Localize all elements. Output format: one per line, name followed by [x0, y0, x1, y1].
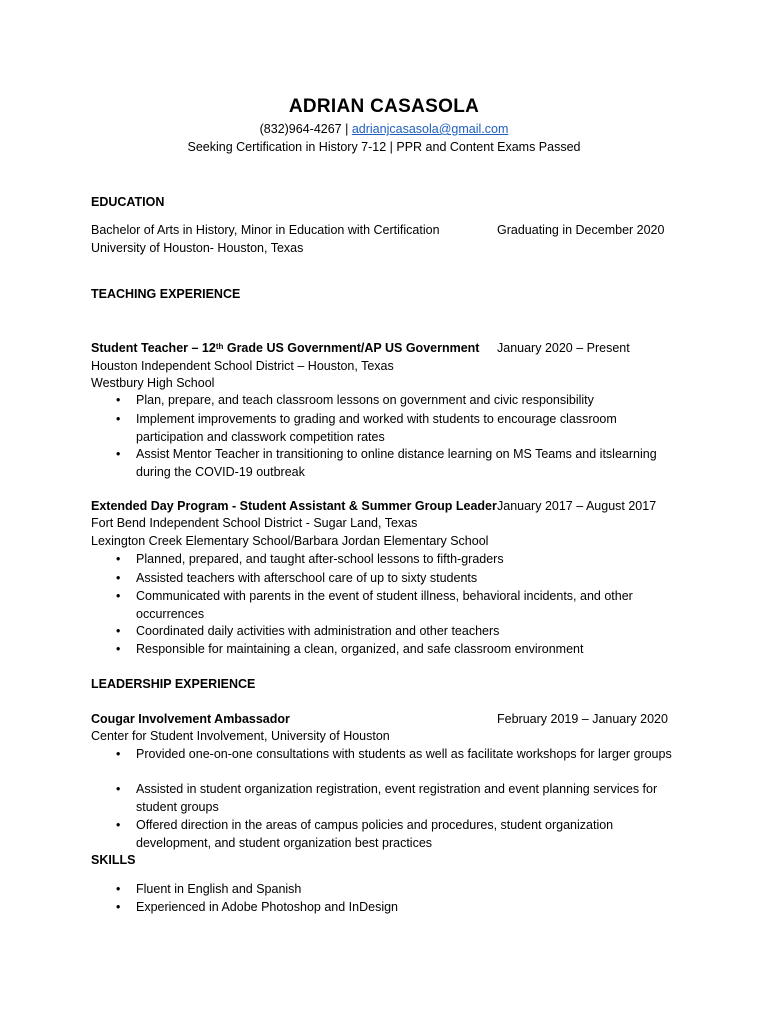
- bullet-marker: •: [116, 624, 121, 638]
- contact-separator: |: [341, 122, 352, 136]
- bullet-marker: •: [116, 447, 121, 461]
- bullet-marker: •: [116, 552, 121, 566]
- skills-bullet-2: Experienced in Adobe Photoshop and InDesign: [136, 900, 398, 914]
- skills-bullet-1: Fluent in English and Spanish: [136, 882, 302, 896]
- job2-bullet-3: Communicated with parents in the event of student illness, behavioral incidents, and other occurrences: [136, 589, 633, 621]
- bullet-marker: •: [116, 393, 121, 407]
- leadership-bullet-2: Assisted in student organization registration, event registration and event planning services for student groups: [136, 782, 658, 814]
- certification-subtitle: Seeking Certification in History 7-12 | PPR and Content Exams Passed: [187, 140, 581, 154]
- leadership-org: Center for Student Involvement, University of Houston: [91, 729, 390, 743]
- job2-bullet-5: Responsible for maintaining a clean, organized, and safe classroom environment: [136, 642, 584, 656]
- job1-org: Houston Independent School District – Houston, Texas: [91, 359, 394, 373]
- bullet-marker: •: [116, 412, 121, 426]
- bullet-marker: •: [116, 747, 121, 761]
- job2-org: Fort Bend Independent School District - Sugar Land, Texas: [91, 516, 418, 530]
- job1-bullet-1: Plan, prepare, and teach classroom lessons on government and civic responsibility: [136, 393, 594, 407]
- education-date: Graduating in December 2020: [497, 223, 665, 237]
- leadership-bullet-3: Offered direction in the areas of campus policies and procedures, student organization development, and student organization best practices: [136, 818, 614, 850]
- applicant-name: ADRIAN CASASOLA: [288, 96, 480, 117]
- skills-heading: SKILLS: [91, 853, 136, 867]
- phone-number: (832)964-4267: [259, 122, 342, 136]
- job2-place: Lexington Creek Elementary School/Barbara Jordan Elementary School: [91, 534, 489, 548]
- job1-place: Westbury High School: [91, 376, 215, 390]
- job2-bullet-2: Assisted teachers with afterschool care of up to sixty students: [136, 571, 478, 585]
- job1-title-pre: Student Teacher – 12: [91, 341, 216, 355]
- education-school: University of Houston- Houston, Texas: [91, 241, 304, 255]
- job1-title-post: Grade US Government/AP US Government: [223, 341, 480, 355]
- education-degree: Bachelor of Arts in History, Minor in Education with Certification: [91, 223, 440, 237]
- education-heading: EDUCATION: [91, 195, 165, 209]
- bullet-marker: •: [116, 900, 121, 914]
- job1-bullet-3: Assist Mentor Teacher in transitioning to online distance learning on MS Teams and itslearning during the COVID-19 outbreak: [136, 447, 657, 479]
- job2-date: January 2017 – August 2017: [497, 499, 657, 513]
- email-link[interactable]: adrianjcasasola@gmail.com: [351, 122, 509, 136]
- leadership-title: Cougar Involvement Ambassador: [91, 712, 290, 726]
- contact-line: [0, 121, 768, 138]
- job2-bullet-4: Coordinated daily activities with administration and other teachers: [136, 624, 500, 638]
- bullet-marker: •: [116, 571, 121, 585]
- bullet-marker: •: [116, 642, 121, 656]
- job2-title: Extended Day Program - Student Assistant & Summer Group Leader: [91, 499, 497, 513]
- job2-bullet-1: Planned, prepared, and taught after-school lessons to fifth-graders: [136, 552, 504, 566]
- job1-title: [91, 340, 479, 357]
- bullet-marker: •: [116, 782, 121, 796]
- bullet-marker: •: [116, 589, 121, 603]
- leadership-heading: LEADERSHIP EXPERIENCE: [91, 677, 256, 691]
- teaching-heading: TEACHING EXPERIENCE: [91, 287, 241, 301]
- leadership-date: February 2019 – January 2020: [497, 712, 668, 726]
- leadership-bullet-1: Provided one-on-one consultations with students as well as facilitate workshops for larger groups: [136, 747, 672, 761]
- bullet-marker: •: [116, 882, 121, 896]
- job1-date: January 2020 – Present: [497, 341, 630, 355]
- job1-title-sup: th: [215, 342, 224, 351]
- bullet-marker: •: [116, 818, 121, 832]
- job1-bullet-2: Implement improvements to grading and worked with students to encourage classroom participation and classwork competition rates: [136, 412, 617, 444]
